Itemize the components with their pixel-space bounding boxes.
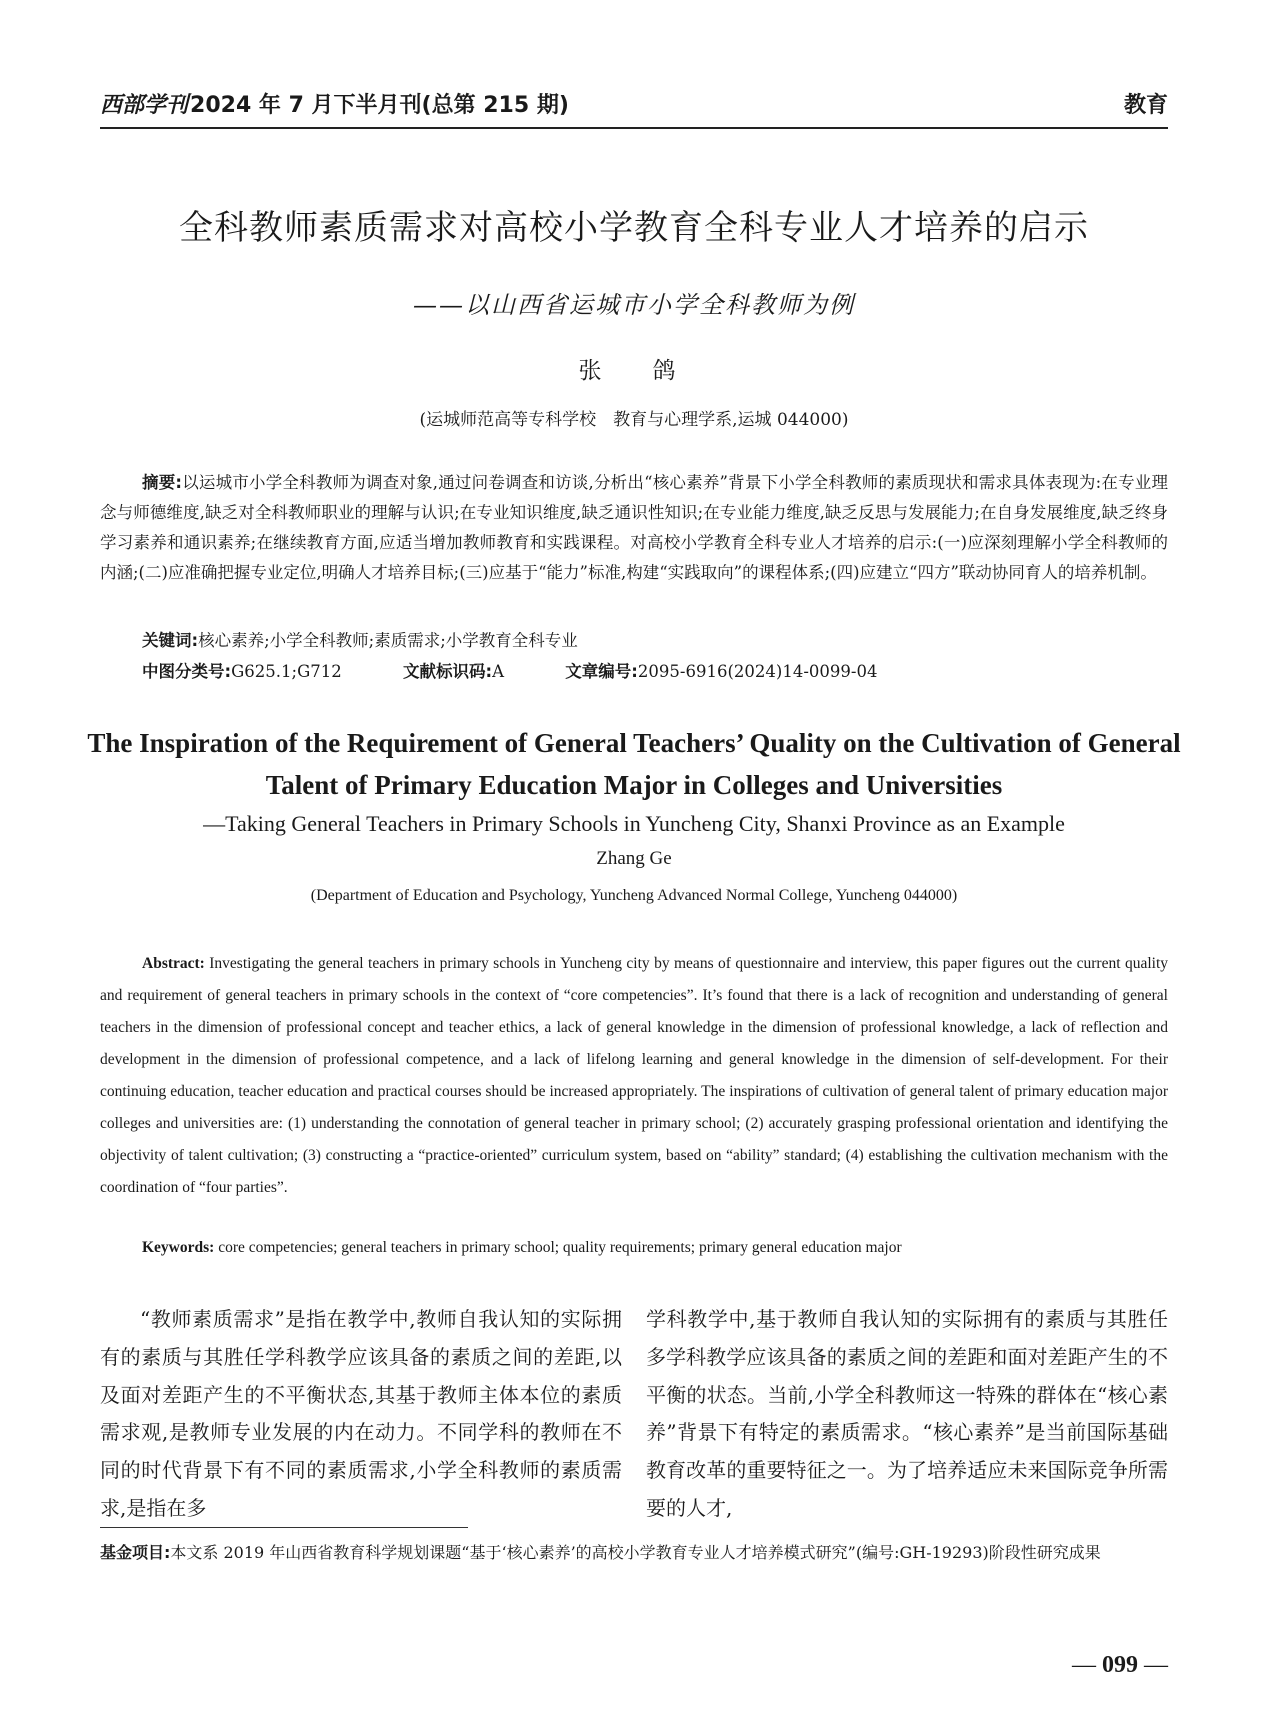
clc-number: [142, 662, 342, 681]
abstract-text: 以运城市小学全科教师为调查对象,通过问卷调查和访谈,分析出“核心素养”背景下小学全科教师的素质现状和需求具体表现为:在专业理念与师德维度,缺乏对全科教师职业的理解与认识;在专业知识维度,缺乏通识性知识;在专业能力维度,缺乏反思与发展能力;在自身发展维度,缺乏终身学习素养和通识素养;在继续教育方面,应适当增加教师教育和实践课程。对高校小学教育全科专业人才培养的启示:(一)应深刻理解小学全科教师的内涵;(二)应准确把握专业定位,明确人才培养目标;(三)应基于“能力”标准,构建“实践取向”的课程体系;(四)应建立“四方”联动协同育人的培养机制。: [100, 473, 1168, 582]
english-abstract-text: Investigating the general teachers in primary schools in Yuncheng city by means of questionnaire and interview, this paper figures out the current quality and requirement of general teachers in primary schools in the context of “core competencies”. It’s found that there is a lack of recognition and understanding of general teachers in the dimension of professional concept and teacher ethics, a lack of general knowledge in the dimension of professional knowledge, a lack of reflection and development in the dimension of professional competence, and a lack of lifelong learning and general knowledge in the dimension of self-development. For their continuing education, teacher education and practical courses should be increased appropriately. The inspirations of cultivation of general talent of primary education major colleges and universities are: (1) understanding the connotation of general teacher in primary school; (2) accurately grasping professional orientation and identifying the objectivity of talent cultivation; (3) constructing a “practice-oriented” curriculum system, based on “ability” standard; (4) establishing the cultivation mechanism with the coordination of “four parties”.: [100, 955, 1168, 1196]
body-column-right: [646, 1301, 1168, 1528]
page-number: — 099 —: [1072, 1652, 1168, 1678]
article-number-label: 文章编号:: [565, 662, 638, 681]
keywords-label: 关键词:: [142, 631, 199, 650]
doc-code-label: 文献标识码:: [403, 662, 493, 681]
english-title: The Inspiration of the Requirement of General Teachers’ Quality on the Cultivation of General Talent of Primary Education Major in Colleges and Universities: [87, 728, 1181, 800]
english-subtitle: —Taking General Teachers in Primary Schools in Yuncheng City, Shanxi Province as an Example: [203, 811, 1065, 836]
english-abstract: [100, 948, 1168, 1204]
chinese-affiliation: (运城师范高等专科学校 教育与心理学系,运城 044000): [419, 410, 849, 430]
chinese-subtitle: ——以山西省运城市小学全科教师为例: [413, 291, 855, 319]
body-paragraph: 学科教学中,基于教师自我认知的实际拥有的素质与其胜任多学科教学应该具备的素质之间的差距和面对差距产生的不平衡的状态。当前,小学全科教师这一特殊的群体在“核心素养”背景下有特定的素质需求。“核心素养”是当前国际基础教育改革的重要特征之一。为了培养适应未来国际竞争所需要的人才,: [646, 1307, 1168, 1520]
article-number: [565, 662, 877, 681]
english-affiliation: (Department of Education and Psychology, Yuncheng Advanced Normal College, Yuncheng 044000): [310, 887, 958, 904]
chinese-abstract: [100, 468, 1168, 588]
footnote-divider: [100, 1527, 468, 1528]
classification-line: [142, 658, 1168, 682]
english-keywords-text: core competencies; general teachers in primary school; quality requirements; primary general education major: [214, 1239, 902, 1256]
body-paragraph: “教师素质需求”是指在教学中,教师自我认知的实际拥有的素质与其胜任学科教学应该具备的素质之间的差距,以及面对差距产生的不平衡状态,其基于教师主体本位的素质需求观,是教师专业发展的内在动力。不同学科的教师在不同的时代背景下有不同的素质需求,小学全科教师的素质需求,是指在多: [100, 1307, 622, 1520]
keywords-text: 核心素养;小学全科教师;素质需求;小学教育全科专业: [198, 631, 578, 650]
funding-text: 本文系 2019 年山西省教育科学规划课题“基于‘核心素养’的高校小学教育专业人才培养模式研究”(编号:GH-19293)阶段性研究成果: [170, 1543, 1101, 1562]
issue-info: 2024 年 7 月下半月刊(总第 215 期): [190, 93, 569, 118]
section-name: 教育: [1123, 93, 1168, 118]
clc-label: 中图分类号:: [142, 662, 232, 681]
journal-name: [100, 88, 569, 119]
chinese-title: 全科教师素质需求对高校小学教育全科专业人才培养的启示: [179, 208, 1089, 248]
doc-code-value: A: [492, 662, 505, 681]
english-abstract-label: Abstract:: [142, 955, 205, 972]
page-number-value: 099: [1102, 1652, 1138, 1678]
running-header: [100, 88, 1168, 124]
doc-code: [403, 662, 504, 681]
body-column-left: [100, 1301, 622, 1528]
abstract-label: 摘要:: [142, 473, 183, 492]
chinese-author: 张 鸽: [578, 358, 690, 384]
english-keywords-label: Keywords:: [142, 1239, 215, 1256]
header-divider: [100, 127, 1168, 129]
funding-footnote: [100, 1539, 1168, 1567]
chinese-keywords: [142, 627, 1168, 651]
journal-logo: 西部学刊: [100, 92, 189, 118]
funding-label: 基金项目:: [100, 1543, 171, 1562]
article-number-value: 2095-6916(2024)14-0099-04: [637, 662, 878, 681]
clc-value: G625.1;G712: [231, 662, 342, 681]
english-author: Zhang Ge: [596, 848, 672, 869]
english-keywords: [142, 1239, 1168, 1257]
